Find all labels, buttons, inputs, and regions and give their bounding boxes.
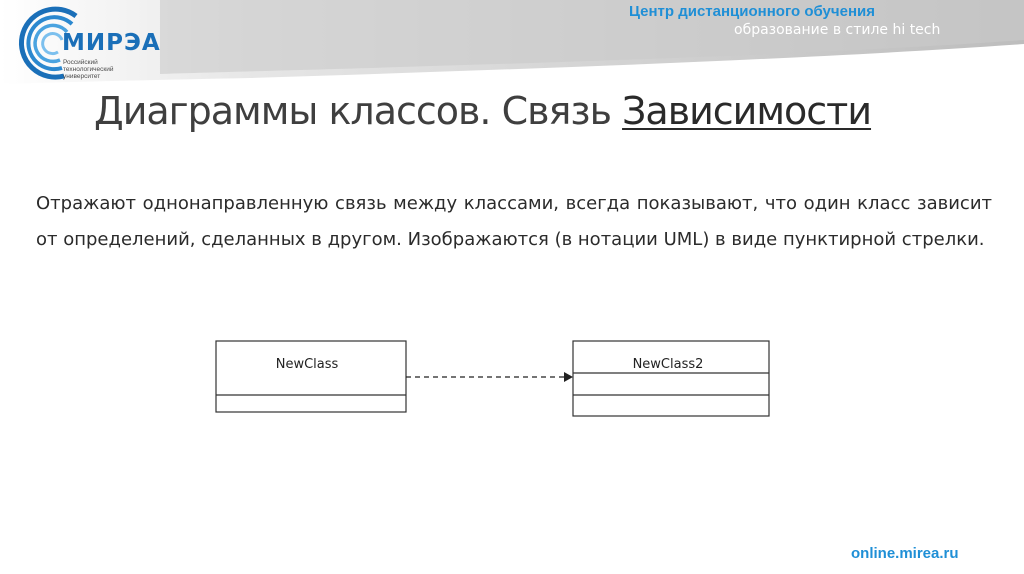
center-slogan: образование в стиле hi tech — [734, 22, 941, 38]
slide-body: Отражают однонаправленную связь между классами, всегда показывают, что один класс зависит от определений, сделанных в другом. Изображаются (в нотации UML) в виде пунктирной стрелки. — [36, 193, 992, 250]
source-class-name: NewClass — [275, 357, 339, 372]
slide-title — [94, 86, 871, 136]
logo-subtitle-line: технологический — [63, 66, 114, 73]
title-emphasis: Зависимости — [622, 89, 872, 133]
center-name: Центр дистанционного обучения — [629, 3, 875, 20]
title-plain: Диаграммы классов. Связь — [94, 89, 623, 133]
footer-link[interactable]: online.mirea.ru — [851, 545, 959, 562]
logo-wordmark: МИРЭА — [62, 30, 161, 56]
logo-subtitle-line: Российский — [63, 59, 98, 66]
mirea-logo — [4, 2, 184, 84]
source-class-box — [216, 341, 406, 412]
logo-subtitle-line: университет — [63, 73, 101, 80]
target-class-name: NewClass2 — [632, 357, 704, 372]
target-class-box — [573, 341, 769, 416]
uml-diagram — [200, 330, 800, 430]
logo-subtitle — [63, 59, 143, 80]
dependency-arrow — [406, 372, 573, 382]
arrowhead-icon — [564, 372, 573, 382]
